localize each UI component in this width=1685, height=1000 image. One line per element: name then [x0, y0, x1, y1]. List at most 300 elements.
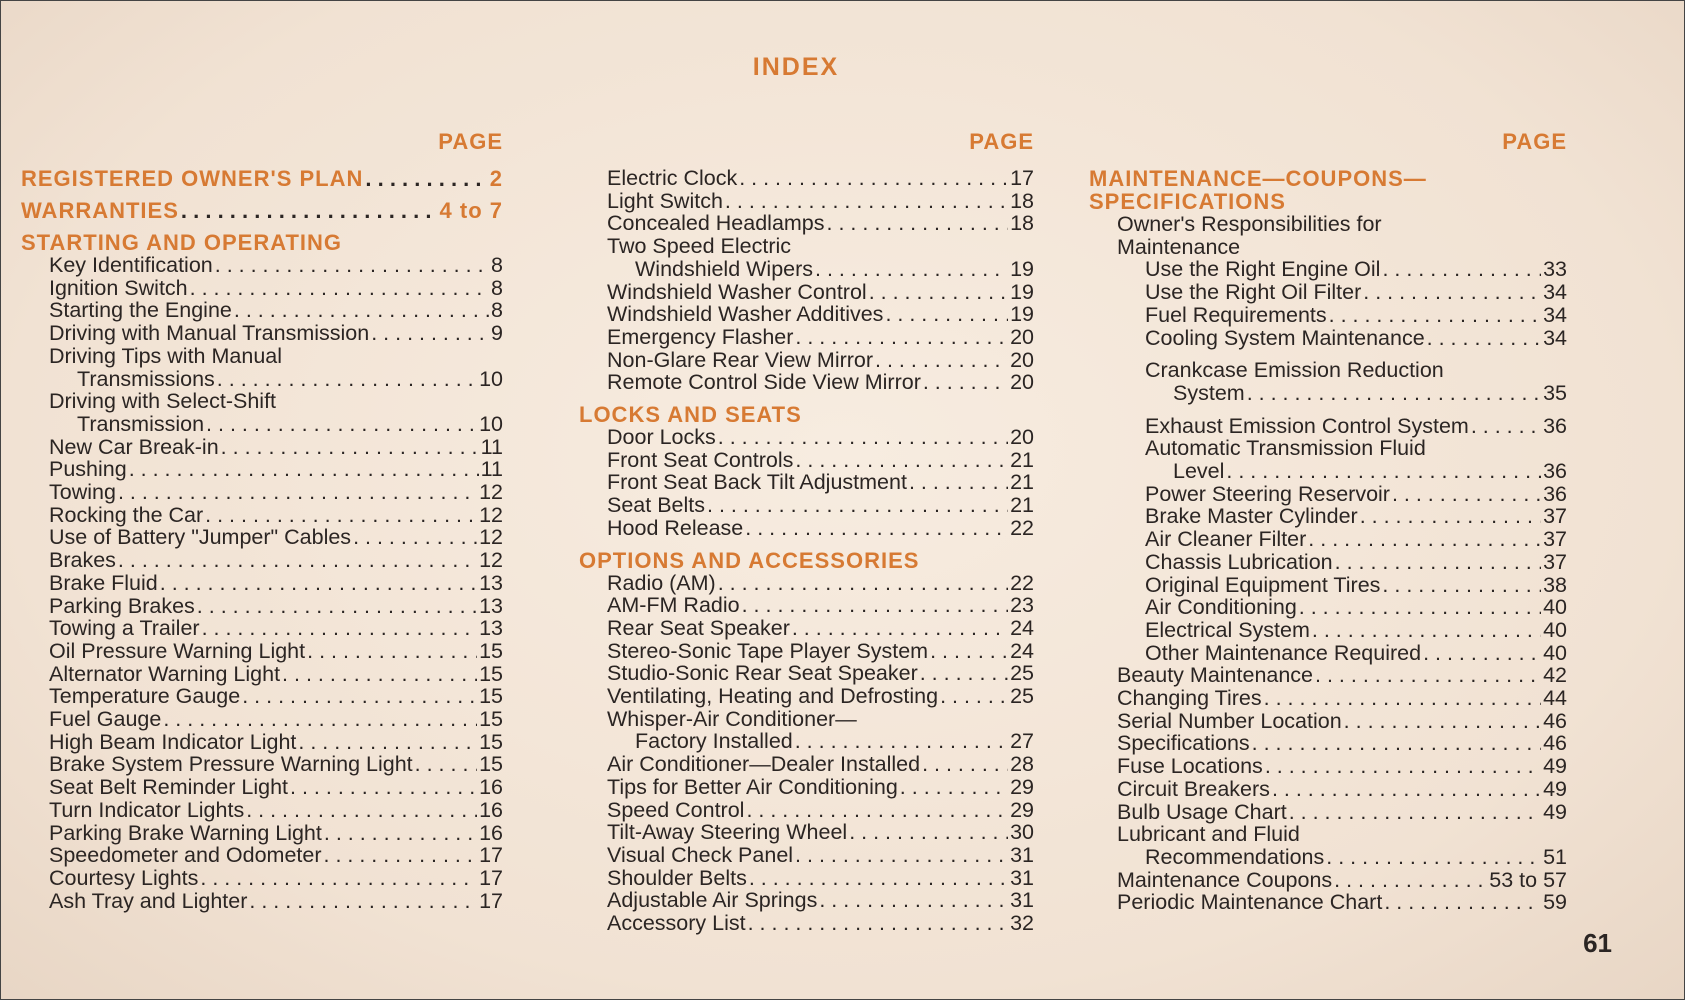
- entry-page-number: 27: [1010, 729, 1034, 754]
- entry-label: Speedometer and Odometer: [49, 843, 322, 868]
- index-entry: [1089, 710, 1567, 733]
- entry-page-number: 31: [1010, 888, 1034, 913]
- index-entry: [1089, 236, 1567, 259]
- entry-label: Maintenance Coupons: [1117, 867, 1333, 892]
- index-entry: [1089, 505, 1567, 528]
- entry-label: Beauty Maintenance: [1117, 663, 1314, 688]
- index-section-heading: [1089, 190, 1567, 213]
- entry-label: Transmissions: [77, 366, 215, 391]
- index-entry: [21, 299, 503, 322]
- entry-label: New Car Break-in: [49, 434, 219, 459]
- entry-label: Brake Master Cylinder: [1145, 504, 1358, 529]
- entry-page-number: 15: [479, 729, 503, 754]
- index-entry: [579, 517, 1034, 540]
- entry-label: Adjustable Air Springs: [607, 888, 818, 913]
- dot-leader: [1360, 505, 1541, 528]
- dot-leader: [815, 258, 1008, 281]
- dot-leader: [1308, 528, 1541, 551]
- dot-leader: [718, 426, 1008, 449]
- entry-label: Owner's Responsibilities for: [1117, 212, 1382, 236]
- page-title: INDEX: [752, 53, 840, 81]
- entry-page-number: 21: [1010, 470, 1034, 495]
- entry-page-number: 20: [1010, 425, 1034, 450]
- index-entry: [579, 730, 1034, 753]
- dot-leader: [742, 594, 1008, 617]
- dot-leader: [324, 844, 478, 867]
- index-entry: [1089, 415, 1567, 438]
- dot-leader: [202, 617, 478, 640]
- entry-page-number: 37: [1543, 504, 1567, 529]
- index-entry: [579, 708, 1034, 731]
- dot-leader: [930, 640, 1008, 663]
- index-entry: [21, 890, 503, 913]
- index-entry: [579, 281, 1034, 304]
- index-entry: [579, 326, 1034, 349]
- entry-page-number: 28: [1010, 752, 1034, 777]
- index-section-heading: [579, 403, 1034, 426]
- entry-label: Seat Belt Reminder Light: [49, 775, 289, 800]
- dot-leader: [792, 617, 1008, 640]
- index-entry: [21, 753, 503, 776]
- index-section-heading: [21, 231, 503, 254]
- entry-page-number: 18: [1010, 211, 1034, 236]
- entry-page-number: 29: [1010, 797, 1034, 822]
- index-entry: [579, 167, 1034, 190]
- dot-leader: [1226, 460, 1541, 483]
- entry-page-number: 16: [479, 775, 503, 800]
- entry-label: Hood Release: [607, 515, 744, 540]
- entry-label: OPTIONS AND ACCESSORIES: [579, 547, 920, 573]
- entry-label: Air Cleaner Filter: [1145, 527, 1307, 552]
- index-entry: [579, 799, 1034, 822]
- dot-leader: [1423, 642, 1541, 665]
- dot-leader: [1363, 281, 1541, 304]
- dot-leader: [875, 349, 1008, 372]
- dot-leader: [707, 494, 1008, 517]
- dot-leader: [249, 890, 477, 913]
- entry-label: Front Seat Controls: [607, 447, 794, 472]
- dot-leader: [290, 776, 477, 799]
- dot-leader: [246, 799, 477, 822]
- entry-label: Automatic Transmission Fluid: [1145, 436, 1426, 461]
- entry-label: Tips for Better Air Conditioning: [607, 774, 898, 799]
- entry-label: Fuel Gauge: [49, 707, 162, 732]
- entry-page-number: 15: [479, 684, 503, 709]
- index-entry: [579, 640, 1034, 663]
- dot-leader: [1312, 619, 1541, 642]
- entry-label: Driving with Select-Shift: [49, 389, 277, 414]
- entry-page-number: 25: [1010, 661, 1034, 686]
- entry-label: Other Maintenance Required: [1145, 640, 1422, 665]
- entry-label: Courtesy Lights: [49, 865, 199, 890]
- entry-page-number: 46: [1543, 731, 1567, 756]
- entry-page-number: 16: [479, 797, 503, 822]
- entry-page-number: 17: [479, 888, 503, 913]
- entry-label: Bulb Usage Chart: [1117, 799, 1287, 824]
- entry-label: SPECIFICATIONS: [1089, 189, 1286, 214]
- index-entry: [579, 258, 1034, 281]
- entry-page-number: 20: [1010, 347, 1034, 372]
- index-entry: [1089, 460, 1567, 483]
- entry-label: Exhaust Emission Control System: [1145, 413, 1469, 438]
- dot-leader: [163, 708, 477, 731]
- index-entry: [579, 821, 1034, 844]
- entry-page-number: 29: [1010, 774, 1034, 799]
- index-entry: [21, 595, 503, 618]
- dot-leader: [1427, 327, 1541, 350]
- dot-leader: [181, 199, 438, 222]
- entry-page-number: 15: [479, 707, 503, 732]
- dot-leader: [795, 326, 1008, 349]
- entry-label: Driving with Manual Transmission: [49, 321, 370, 346]
- entry-page-number: 8: [491, 275, 503, 300]
- entry-label: Shoulder Belts: [607, 865, 747, 890]
- entry-label: Changing Tires: [1117, 686, 1262, 711]
- entry-label: Visual Check Panel: [607, 842, 794, 867]
- dot-leader: [190, 277, 489, 300]
- index-entry: [1089, 687, 1567, 710]
- entry-label: Use the Right Engine Oil: [1145, 257, 1381, 282]
- index-entry: [21, 572, 503, 595]
- index-entry: [1089, 304, 1567, 327]
- entry-page-number: 32: [1010, 911, 1034, 936]
- dot-leader: [242, 685, 477, 708]
- entry-page-number: 37: [1543, 549, 1567, 574]
- entry-page-number: 33: [1543, 257, 1567, 282]
- index-entries: [21, 167, 503, 912]
- entry-page-number: 10: [479, 366, 503, 391]
- entry-label: MAINTENANCE—COUPONS—: [1089, 166, 1427, 191]
- entry-label: Temperature Gauge: [49, 684, 241, 709]
- dot-leader: [869, 281, 1008, 304]
- index-section-heading: [21, 167, 503, 190]
- entry-page-number: 12: [479, 525, 503, 550]
- entry-label: Maintenance: [1117, 234, 1241, 259]
- entry-page-number: 24: [1010, 638, 1034, 663]
- index-column-3: [1089, 129, 1567, 914]
- index-entry: [1089, 437, 1567, 460]
- index-entry: [21, 277, 503, 300]
- index-entry: [21, 345, 503, 368]
- entry-page-number: 40: [1543, 595, 1567, 620]
- entry-page-number: 44: [1543, 686, 1567, 711]
- entry-label: Chassis Lubrication: [1145, 549, 1333, 574]
- entry-label: Whisper-Air Conditioner—: [607, 706, 857, 731]
- index-section-heading: [21, 199, 503, 222]
- index-entry: [21, 708, 503, 731]
- entry-page-number: 25: [1010, 684, 1034, 709]
- index-entry: [21, 458, 503, 481]
- index-entry: [1089, 664, 1567, 687]
- entry-label: Two Speed Electric: [607, 234, 792, 259]
- entry-label: Fuse Locations: [1117, 754, 1263, 779]
- index-entry: [1089, 823, 1567, 846]
- dot-leader: [234, 299, 489, 322]
- entry-page-number: 46: [1543, 708, 1567, 733]
- entry-label: Brake Fluid: [49, 570, 158, 595]
- dot-leader: [1329, 304, 1541, 327]
- dot-leader: [739, 167, 1008, 190]
- dot-leader: [298, 731, 477, 754]
- index-entry: [579, 349, 1034, 372]
- index-entry: [21, 504, 503, 527]
- entry-label: Use of Battery "Jumper" Cables: [49, 525, 352, 550]
- entry-label: Rear Seat Speaker: [607, 615, 790, 640]
- index-entry: [1089, 382, 1567, 405]
- entry-label: Stereo-Sonic Tape Player System: [607, 638, 929, 663]
- index-entry: [1089, 213, 1567, 236]
- index-entry: [21, 822, 503, 845]
- index-entry: [579, 889, 1034, 912]
- index-entry: [21, 776, 503, 799]
- index-entry: [579, 662, 1034, 685]
- index-entry: [1089, 528, 1567, 551]
- dot-leader: [749, 867, 1008, 890]
- dot-leader: [819, 889, 1008, 912]
- entry-page-number: 30: [1010, 820, 1034, 845]
- index-section-heading: [579, 549, 1034, 572]
- index-entry: [21, 731, 503, 754]
- dot-leader: [1344, 710, 1541, 733]
- dot-leader: [371, 322, 489, 345]
- entry-page-number: 17: [479, 865, 503, 890]
- entry-label: Windshield Washer Additives: [607, 302, 884, 327]
- entry-page-number: 15: [479, 638, 503, 663]
- entry-label: Lubricant and Fluid: [1117, 822, 1300, 847]
- dot-leader: [353, 526, 477, 549]
- index-entry: [579, 685, 1034, 708]
- dot-leader: [200, 867, 477, 890]
- entry-page-number: 12: [479, 548, 503, 573]
- entry-label: Periodic Maintenance Chart: [1117, 890, 1383, 915]
- entry-label: STARTING AND OPERATING: [21, 230, 343, 255]
- entry-label: Alternator Warning Light: [49, 661, 281, 686]
- dot-leader: [221, 436, 479, 459]
- index-entry: [579, 212, 1034, 235]
- index-entry: [1089, 846, 1567, 869]
- index-entries: [579, 167, 1034, 935]
- index-entry: [21, 617, 503, 640]
- dot-leader: [206, 413, 477, 436]
- index-entry: [579, 912, 1034, 935]
- entry-page-number: 22: [1010, 570, 1034, 595]
- entry-label: Electric Clock: [607, 166, 738, 190]
- index-entry: [1089, 574, 1567, 597]
- entry-label: Light Switch: [607, 188, 723, 213]
- entry-page-number: 13: [479, 593, 503, 618]
- entry-page-number: 36: [1543, 481, 1567, 506]
- entry-label: Starting the Engine: [49, 298, 232, 323]
- index-entry: [579, 753, 1034, 776]
- dot-leader: [849, 821, 1008, 844]
- entry-page-number: 19: [1010, 256, 1034, 281]
- index-section-heading: [1089, 167, 1567, 190]
- dot-leader: [1289, 801, 1541, 824]
- dot-leader: [324, 822, 477, 845]
- entry-page-number: 38: [1543, 572, 1567, 597]
- index-entry: [21, 844, 503, 867]
- dot-leader: [1334, 869, 1487, 892]
- entry-label: Power Steering Reservoir: [1145, 481, 1390, 506]
- entry-label: Level: [1173, 459, 1225, 484]
- entry-label: Seat Belts: [607, 493, 705, 518]
- dot-leader: [1252, 732, 1541, 755]
- index-entry: [579, 594, 1034, 617]
- index-column-2: [579, 129, 1034, 935]
- dot-leader: [795, 449, 1008, 472]
- index-entry: [1089, 891, 1567, 914]
- entry-page-number: 10: [479, 411, 503, 436]
- index-entry: [579, 449, 1034, 472]
- index-entry: [1089, 778, 1567, 801]
- dot-leader: [1326, 846, 1541, 869]
- dot-leader: [900, 776, 1008, 799]
- index-entry: [579, 867, 1034, 890]
- index-entry: [21, 322, 503, 345]
- entry-label: Door Locks: [607, 425, 716, 450]
- entry-page-number: 53 to 57: [1489, 867, 1567, 892]
- dot-leader: [827, 212, 1009, 235]
- index-entry: [21, 254, 503, 277]
- entry-label: Specifications: [1117, 731, 1250, 756]
- dot-leader: [365, 167, 487, 190]
- entry-label: Towing: [49, 480, 116, 505]
- entry-page-number: 35: [1543, 380, 1567, 405]
- index-entry: [579, 235, 1034, 258]
- index-entry: [1089, 801, 1567, 824]
- entry-page-number: 34: [1543, 302, 1567, 327]
- entry-page-number: 49: [1543, 754, 1567, 779]
- entry-label: Brake System Pressure Warning Light: [49, 752, 413, 777]
- entry-label: Speed Control: [607, 797, 745, 822]
- index-entry: [579, 190, 1034, 213]
- dot-leader: [795, 844, 1008, 867]
- dot-leader: [1247, 382, 1541, 405]
- entry-label: Driving Tips with Manual: [49, 343, 283, 368]
- entry-page-number: 8: [491, 298, 503, 323]
- entry-label: Crankcase Emission Reduction: [1145, 358, 1444, 383]
- index-entry: [21, 368, 503, 391]
- entry-label: Oil Pressure Warning Light: [49, 638, 306, 663]
- dot-leader: [745, 517, 1008, 540]
- entry-label: Circuit Breakers: [1117, 776, 1270, 801]
- index-entry: [579, 844, 1034, 867]
- index-entries: [1089, 167, 1567, 914]
- entry-page-number: 31: [1010, 842, 1034, 867]
- entry-label: Air Conditioner—Dealer Installed: [607, 752, 921, 777]
- dot-leader: [129, 458, 479, 481]
- dot-leader: [746, 799, 1008, 822]
- index-entry: [1089, 732, 1567, 755]
- index-entry: [21, 436, 503, 459]
- entry-label: Key Identification: [49, 253, 213, 277]
- dot-leader: [282, 663, 477, 686]
- entry-label: Original Equipment Tires: [1145, 572, 1381, 597]
- index-entry: [1089, 619, 1567, 642]
- entry-label: Transmission: [77, 411, 205, 436]
- index-entry: [1089, 642, 1567, 665]
- entry-label: Parking Brakes: [49, 593, 195, 618]
- entry-page-number: 19: [1010, 279, 1034, 304]
- page-column-header: PAGE: [1502, 129, 1567, 154]
- entry-page-number: 23: [1010, 593, 1034, 618]
- dot-leader: [885, 303, 1008, 326]
- index-entry: [579, 776, 1034, 799]
- entry-page-number: 4 to 7: [439, 198, 503, 223]
- entry-page-number: 31: [1010, 865, 1034, 890]
- entry-label: Fuel Requirements: [1145, 302, 1327, 327]
- index-entry: [21, 685, 503, 708]
- entry-page-number: 20: [1010, 324, 1034, 349]
- index-entry: [21, 663, 503, 686]
- index-entry: [579, 617, 1034, 640]
- entry-page-number: 40: [1543, 640, 1567, 665]
- entry-label: Studio-Sonic Rear Seat Speaker: [607, 661, 918, 686]
- entry-page-number: 34: [1543, 325, 1567, 350]
- index-entry: [579, 426, 1034, 449]
- index-entry: [21, 413, 503, 436]
- dot-leader: [725, 190, 1008, 213]
- index-entry: [21, 549, 503, 572]
- dot-leader: [118, 549, 477, 572]
- entry-label: Ash Tray and Lighter: [49, 888, 248, 913]
- entry-page-number: 49: [1543, 799, 1567, 824]
- entry-label: Emergency Flasher: [607, 324, 794, 349]
- entry-label: Parking Brake Warning Light: [49, 820, 322, 845]
- dot-leader: [1471, 415, 1541, 438]
- dot-leader: [909, 471, 1008, 494]
- entry-page-number: 21: [1010, 493, 1034, 518]
- entry-page-number: 12: [479, 502, 503, 527]
- dot-leader: [118, 481, 477, 504]
- entry-page-number: 13: [479, 570, 503, 595]
- index-entry: [1089, 551, 1567, 574]
- index-entry: [1089, 483, 1567, 506]
- entry-page-number: 19: [1010, 302, 1034, 327]
- entry-page-number: 12: [479, 480, 503, 505]
- entry-label: Ignition Switch: [49, 275, 188, 300]
- index-entry: [1089, 327, 1567, 350]
- entry-page-number: 40: [1543, 617, 1567, 642]
- entry-page-number: 51: [1543, 844, 1567, 869]
- entry-label: Rocking the Car: [49, 502, 204, 527]
- entry-label: Brakes: [49, 548, 116, 573]
- entry-label: Front Seat Back Tilt Adjustment: [607, 470, 907, 495]
- entry-label: Cooling System Maintenance: [1145, 325, 1425, 350]
- dot-leader: [160, 572, 477, 595]
- index-entry: [579, 303, 1034, 326]
- entry-label: Pushing: [49, 457, 127, 482]
- dot-leader: [1299, 596, 1541, 619]
- dot-leader: [748, 912, 1008, 935]
- entry-label: Non-Glare Rear View Mirror: [607, 347, 874, 372]
- entry-label: Concealed Headlamps: [607, 211, 825, 236]
- dot-leader: [718, 572, 1008, 595]
- dot-leader: [922, 753, 1008, 776]
- index-entry: [1089, 869, 1567, 892]
- entry-label: WARRANTIES: [21, 198, 179, 223]
- entry-label: Tilt-Away Steering Wheel: [607, 820, 848, 845]
- entry-page-number: 15: [479, 752, 503, 777]
- entry-label: LOCKS AND SEATS: [579, 402, 802, 428]
- entry-label: Recommendations: [1145, 844, 1325, 869]
- entry-label: Windshield Wipers: [635, 256, 814, 281]
- entry-page-number: 36: [1543, 459, 1567, 484]
- entry-page-number: 20: [1010, 370, 1034, 395]
- entry-page-number: 37: [1543, 527, 1567, 552]
- entry-label: Electrical System: [1145, 617, 1310, 642]
- dot-leader: [795, 730, 1008, 753]
